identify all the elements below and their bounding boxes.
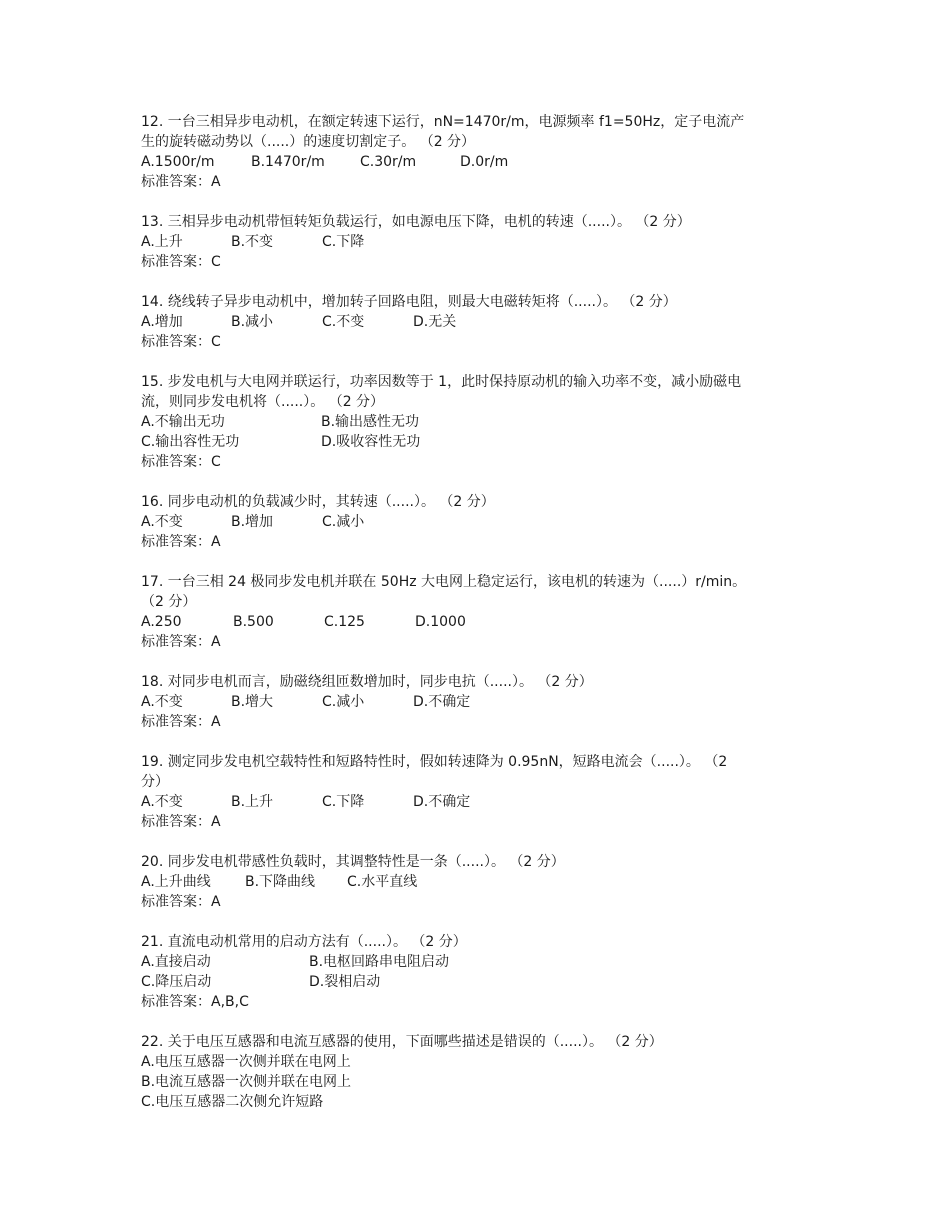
option-c: C.下降 <box>322 794 365 810</box>
option-a: A.1500r/m <box>141 154 215 170</box>
standard-answer: 标准答案：A <box>141 634 221 650</box>
question-stem-line: 13. 三相异步电动机带恒转矩负载运行，如电源电压下降，电机的转速（.....）。 （2 分） <box>141 214 691 230</box>
option-c: C.减小 <box>322 694 365 710</box>
option-a: A.不变 <box>141 694 183 710</box>
option-b: B.下降曲线 <box>245 874 316 890</box>
question-15 <box>141 372 811 472</box>
question-20 <box>141 852 811 912</box>
option-a: A.不输出无功 <box>141 414 225 430</box>
question-stem-line: （2 分） <box>141 594 197 610</box>
option-row <box>141 512 811 532</box>
option-c: C.水平直线 <box>347 874 418 890</box>
question-21 <box>141 932 811 1012</box>
option-d: D.无关 <box>413 314 457 330</box>
option-b: B.增加 <box>231 514 274 530</box>
option-a: A.增加 <box>141 314 183 330</box>
option-row <box>141 972 811 992</box>
option-d: D.不确定 <box>413 694 471 710</box>
option-row <box>141 872 811 892</box>
standard-answer: 标准答案：A <box>141 174 221 190</box>
option-a: B.电流互感器一次侧并联在电网上 <box>141 1074 352 1090</box>
standard-answer: 标准答案：A <box>141 714 221 730</box>
option-row <box>141 1092 811 1112</box>
question-stem-line: 21. 直流电动机常用的启动方法有（.....）。 （2 分） <box>141 934 467 950</box>
option-a: A.电压互感器一次侧并联在电网上 <box>141 1054 351 1070</box>
standard-answer: 标准答案：C <box>141 334 221 350</box>
question-stem-line: 14. 绕线转子异步电动机中，增加转子回路电阻，则最大电磁转矩将（.....）。 （2 分） <box>141 294 677 310</box>
option-a: A.上升曲线 <box>141 874 211 890</box>
question-stem-line: 19. 测定同步发电机空载特性和短路特性时，假如转速降为 0.95nN，短路电流会（.....）。 （2 <box>141 754 728 770</box>
option-c: C.减小 <box>322 514 365 530</box>
option-row <box>141 1052 811 1072</box>
option-row <box>141 232 811 252</box>
option-a: A.不变 <box>141 514 183 530</box>
option-a: A.直接启动 <box>141 954 211 970</box>
question-stem-line: 17. 一台三相 24 极同步发电机并联在 50Hz 大电网上稳定运行，该电机的转速为（.....）r/min。 <box>141 574 747 590</box>
standard-answer: 标准答案：C <box>141 454 221 470</box>
question-12 <box>141 112 811 192</box>
option-d: D.1000 <box>415 614 466 630</box>
option-c: C.30r/m <box>360 154 417 170</box>
standard-answer: 标准答案：A <box>141 894 221 910</box>
option-row <box>141 792 811 812</box>
option-b: B.减小 <box>231 314 274 330</box>
standard-answer: 标准答案：C <box>141 254 221 270</box>
question-stem-line: 分） <box>141 774 169 790</box>
question-stem-line: 12. 一台三相异步电动机，在额定转速下运行，nN=1470r/m，电源频率 f1=50Hz，定子电流产 <box>141 114 745 130</box>
option-row <box>141 432 811 452</box>
option-b: B.上升 <box>231 794 274 810</box>
question-14 <box>141 292 811 352</box>
option-b: B.不变 <box>231 234 274 250</box>
question-stem-line: 生的旋转磁动势以（.....）的速度切割定子。 （2 分） <box>141 134 476 150</box>
option-a: C.降压启动 <box>141 974 212 990</box>
option-row <box>141 412 811 432</box>
option-row <box>141 952 811 972</box>
option-b: B.输出感性无功 <box>321 414 420 430</box>
option-a: C.电压互感器二次侧允许短路 <box>141 1094 324 1110</box>
option-a: A.不变 <box>141 794 183 810</box>
option-b: B.电枢回路串电阻启动 <box>309 954 450 970</box>
option-c: C.不变 <box>322 314 365 330</box>
standard-answer: 标准答案：A <box>141 534 221 550</box>
question-18 <box>141 672 811 732</box>
question-17 <box>141 572 811 652</box>
option-row <box>141 312 811 332</box>
option-d: D.不确定 <box>413 794 471 810</box>
question-19 <box>141 752 811 832</box>
option-b: B.500 <box>233 614 274 630</box>
standard-answer: 标准答案：A <box>141 814 221 830</box>
option-c: C.下降 <box>322 234 365 250</box>
option-a: A.250 <box>141 614 182 630</box>
option-b: B.1470r/m <box>251 154 325 170</box>
option-row <box>141 612 811 632</box>
question-stem-line: 16. 同步电动机的负载减少时，其转速（.....）。 （2 分） <box>141 494 495 510</box>
standard-answer: 标准答案：A,B,C <box>141 994 249 1010</box>
question-13 <box>141 212 811 272</box>
option-c: C.125 <box>324 614 365 630</box>
question-stem-line: 15. 步发电机与大电网并联运行，功率因数等于 1，此时保持原动机的输入功率不变，减小励磁电 <box>141 374 742 390</box>
option-a: C.输出容性无功 <box>141 434 240 450</box>
question-stem-line: 流，则同步发电机将（.....）。 （2 分） <box>141 394 385 410</box>
question-22 <box>141 1032 811 1112</box>
exam-page <box>141 112 811 1132</box>
option-d: D.0r/m <box>460 154 509 170</box>
option-b: D.裂相启动 <box>309 974 381 990</box>
question-16 <box>141 492 811 552</box>
option-b: D.吸收容性无功 <box>321 434 421 450</box>
option-a: A.上升 <box>141 234 183 250</box>
question-stem-line: 22. 关于电压互感器和电流互感器的使用，下面哪些描述是错误的（.....）。 （2 分） <box>141 1034 663 1050</box>
question-stem-line: 18. 对同步电机而言，励磁绕组匝数增加时，同步电抗（.....）。 （2 分） <box>141 674 593 690</box>
option-b: B.增大 <box>231 694 274 710</box>
option-row <box>141 692 811 712</box>
option-row <box>141 1072 811 1092</box>
option-row <box>141 152 811 172</box>
question-stem-line: 20. 同步发电机带感性负载时，其调整特性是一条（.....）。 （2 分） <box>141 854 565 870</box>
